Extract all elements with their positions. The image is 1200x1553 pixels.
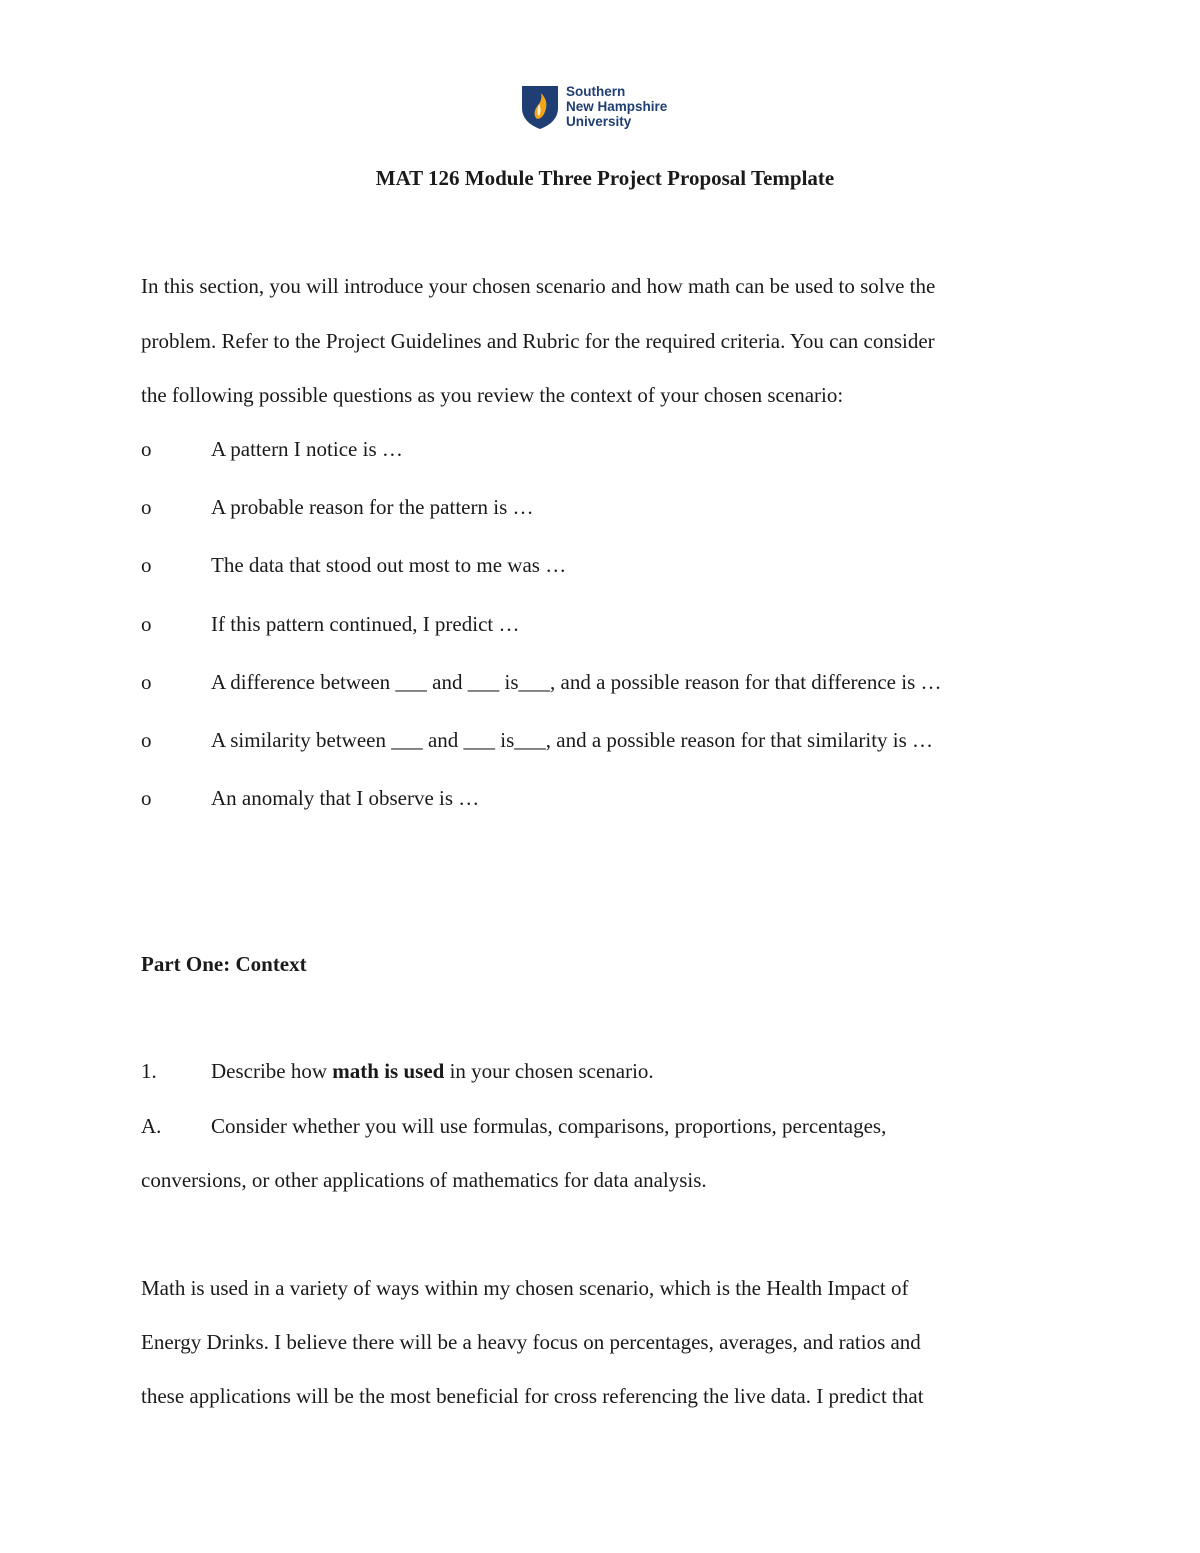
logo-line-3: University xyxy=(566,114,632,129)
logo-line-1: Southern xyxy=(566,84,626,99)
bullet-marker: o xyxy=(141,553,152,577)
bullet-text: A probable reason for the pattern is … xyxy=(211,495,534,519)
intro-line-2: problem. Refer to the Project Guidelines and Rubric for the required criteria. You can consider xyxy=(141,329,935,353)
item-text xyxy=(211,1059,654,1084)
bullet-marker: o xyxy=(141,495,152,519)
item-text-bold: math is used xyxy=(332,1059,445,1083)
item-text: Consider whether you will use formulas, comparisons, proportions, percentages, xyxy=(211,1114,887,1138)
part-one-heading: Part One: Context xyxy=(141,952,307,976)
item-letter: A. xyxy=(141,1114,162,1138)
item-number: 1. xyxy=(141,1059,157,1083)
bullet-marker: o xyxy=(141,612,152,636)
bullet-marker: o xyxy=(141,437,152,461)
bullet-text: The data that stood out most to me was … xyxy=(211,553,567,577)
lettered-item-a-continuation: conversions, or other applications of mathematics for data analysis. xyxy=(141,1168,707,1192)
answer-line-2: Energy Drinks. I believe there will be a heavy focus on percentages, averages, and ratios and xyxy=(141,1330,921,1354)
bullet-marker: o xyxy=(141,670,152,694)
bullet-marker: o xyxy=(141,728,152,752)
shield-flame-icon xyxy=(520,84,560,130)
bullet-text: A difference between ___ and ___ is___, and a possible reason for that difference is … xyxy=(211,670,942,694)
snhu-logo xyxy=(520,84,667,130)
intro-line-3: the following possible questions as you review the context of your chosen scenario: xyxy=(141,383,844,407)
logo-wordmark xyxy=(566,84,667,129)
bullet-text: If this pattern continued, I predict … xyxy=(211,612,520,636)
bullet-text: An anomaly that I observe is … xyxy=(211,786,480,810)
logo-line-2: New Hampshire xyxy=(566,99,668,114)
intro-line-1: In this section, you will introduce your chosen scenario and how math can be used to solve the xyxy=(141,274,936,298)
bullet-text: A pattern I notice is … xyxy=(211,437,403,461)
bullet-marker: o xyxy=(141,786,152,810)
answer-line-1: Math is used in a variety of ways within my chosen scenario, which is the Health Impact of xyxy=(141,1276,909,1300)
answer-line-3: these applications will be the most beneficial for cross referencing the live data. I predict that xyxy=(141,1384,924,1408)
document-title: MAT 126 Module Three Project Proposal Template xyxy=(375,166,835,190)
bullet-text: A similarity between ___ and ___ is___, and a possible reason for that similarity is … xyxy=(211,728,934,752)
item-text-before: Describe how xyxy=(211,1059,333,1083)
item-text-after: in your chosen scenario. xyxy=(444,1059,654,1083)
